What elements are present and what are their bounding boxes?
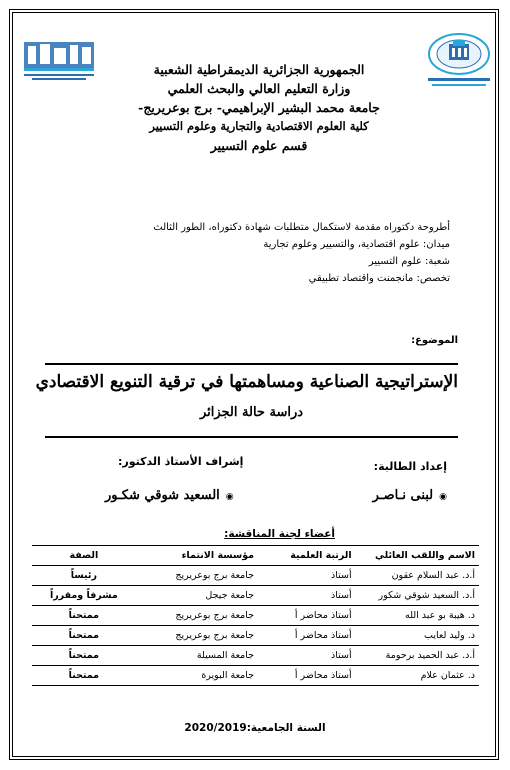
member-institution: جامعة المسيلة xyxy=(136,646,258,666)
ministry-name: وزارة التعليم العالي والبحث العلمي xyxy=(167,81,351,96)
subject-label: الموضوع: xyxy=(411,335,458,346)
table-row xyxy=(32,566,479,586)
member-name: أ.د. السعيد شوقي شكور xyxy=(356,586,479,606)
member-role: مشرفاً ومقرراً xyxy=(32,586,136,606)
member-institution: جامعة البويرة xyxy=(136,666,258,686)
thesis-subtitle: دراسة حالة الجزائر xyxy=(199,405,304,420)
specialty-line: تخصص: مانجمنت واقتصاد تطبيقي xyxy=(308,273,450,284)
student-name: لبنى نـاصـر xyxy=(372,488,434,503)
member-name: د. هيبة بو عبد الله xyxy=(356,606,479,626)
prepared-by-label: إعداد الطالبة: xyxy=(373,460,447,473)
university-logo-icon xyxy=(420,30,498,92)
header-rank: الرتبة العلمية xyxy=(258,546,356,566)
table-row xyxy=(32,666,479,686)
committee-label: أعضاء لجنة المناقشة: xyxy=(224,528,335,540)
member-role: رئيساً xyxy=(32,566,136,586)
table-row xyxy=(32,586,479,606)
institution-header xyxy=(100,60,418,155)
branch-line: شعبة: علوم التسيير xyxy=(368,256,450,267)
university-name: جامعة محمد البشير الإبراهيمي- برج بوعريريج- xyxy=(138,100,380,115)
thesis-title: الإستراتيجية الصناعية ومساهمتها في ترقية التنويع الاقتصادي xyxy=(35,372,458,392)
faculty-logo-icon xyxy=(18,32,100,84)
member-role: ممتحناً xyxy=(32,666,136,686)
academic-year: السنة الجامعية:2020/2019 xyxy=(184,722,326,734)
thesis-info xyxy=(50,219,450,287)
member-name: أ.د. عبد السلام عقون xyxy=(356,566,479,586)
member-institution: جامعة برج بوعريريج xyxy=(136,566,258,586)
bullet-icon: ◉ xyxy=(225,492,234,502)
member-rank: أستاذ xyxy=(258,566,356,586)
member-name: د. وليد لعايب xyxy=(356,626,479,646)
header-institution: مؤسسة الانتماء xyxy=(136,546,258,566)
table-row xyxy=(32,646,479,666)
committee-header-row xyxy=(32,546,479,566)
thesis-description: أطروحة دكتوراه مقدمة لاستكمال متطلبات شهادة دكتوراه، الطور الثالث xyxy=(153,222,450,233)
member-rank: أستاذ xyxy=(258,586,356,606)
member-rank: أستاذ محاضر أ xyxy=(258,626,356,646)
student-name-block xyxy=(373,488,447,503)
title-rule-bottom xyxy=(45,436,458,438)
member-name: د. عثمان علام xyxy=(356,666,479,686)
faculty-name: كلية العلوم الاقتصادية والتجارية وعلوم التسيير xyxy=(149,119,369,133)
committee-table xyxy=(32,545,479,686)
bullet-icon: ◉ xyxy=(439,492,447,502)
table-row xyxy=(32,606,479,626)
member-rank: أستاذ xyxy=(258,646,356,666)
table-row xyxy=(32,626,479,646)
supervisor-name-block xyxy=(105,488,234,503)
member-role: ممتحناً xyxy=(32,606,136,626)
republic-name: الجمهورية الجزائرية الديمقراطية الشعبية xyxy=(153,62,365,77)
field-line: ميدان: علوم اقتصادية، والتسيير وعلوم تجارية xyxy=(263,239,450,250)
member-role: ممتحناً xyxy=(32,626,136,646)
supervisor-label: إشراف الأستاذ الدكتور: xyxy=(118,455,244,468)
member-rank: أستاذ محاضر أ xyxy=(258,666,356,686)
member-institution: جامعة برج بوعريريج xyxy=(136,606,258,626)
member-institution: جامعة جيجل xyxy=(136,586,258,606)
member-institution: جامعة برج بوعريريج xyxy=(136,626,258,646)
department-name: قسم علوم التسيير xyxy=(210,138,308,153)
member-rank: أستاذ محاضر أ xyxy=(258,606,356,626)
member-name: أ.د. عبد الحميد برحومة xyxy=(356,646,479,666)
supervisor-name: السعيد شوقي شكـور xyxy=(105,488,220,503)
header-role: الصفة xyxy=(32,546,136,566)
title-rule-top xyxy=(45,363,458,365)
header-name: الاسم واللقب العائلي xyxy=(356,546,479,566)
member-role: ممتحناً xyxy=(32,646,136,666)
